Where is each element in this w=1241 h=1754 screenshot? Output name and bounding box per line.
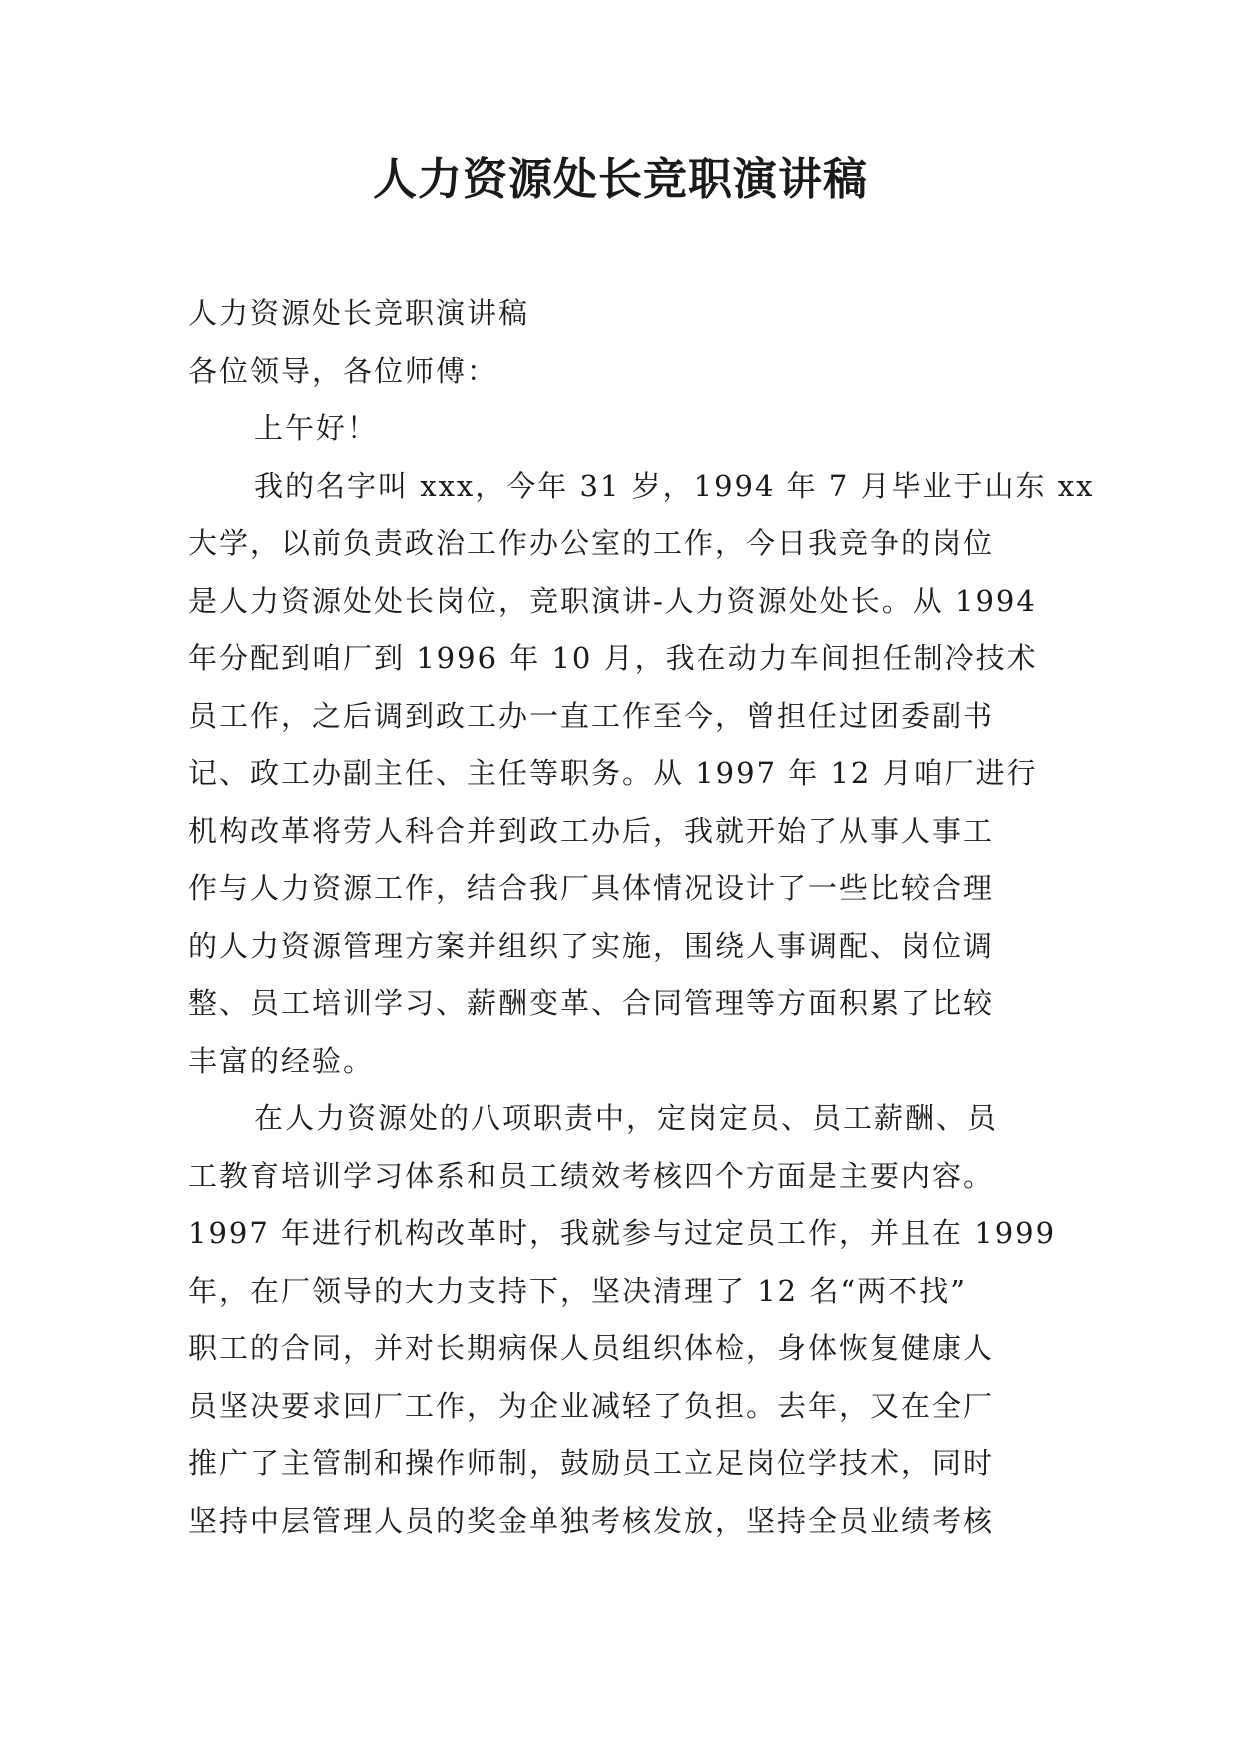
body-line: 1997 年进行机构改革时，我就参与过定员工作，并且在 1999 (188, 1216, 1057, 1250)
body-line: 丰富的经验。 (188, 1043, 375, 1078)
body-line: 坚持中层管理人员的奖金单独考核发放，坚持全员业绩考核 (188, 1503, 995, 1538)
body-line: 员工作，之后调到政工办一直工作至今，曾担任过团委副书 (188, 698, 995, 733)
body-line: 机构改革将劳人科合并到政工办后，我就开始了从事人事工 (188, 813, 995, 848)
body-line-greeting: 上午好！ (254, 411, 379, 445)
body-line: 年，在厂领导的大力支持下，坚决清理了 12 名“两不找” (188, 1273, 967, 1308)
body-line-salutation: 各位领导，各位师傅： (188, 353, 499, 388)
body-line: 年分配到咱厂到 1996 年 10 月，我在动力车间担任制冷技术 (188, 641, 1038, 675)
body-line: 推广了主管制和操作师制，鼓励员工立足岗位学技术，同时 (188, 1446, 995, 1480)
body-line: 大学，以前负责政治工作办公室的工作，今日我竞争的岗位 (188, 526, 995, 560)
body-line: 职工的合同，并对长期病保人员组织体检，身体恢复健康人 (188, 1331, 995, 1365)
body-line: 的人力资源管理方案并组织了实施，围绕人事调配、岗位调 (188, 928, 995, 963)
body-line: 在人力资源处的八项职责中，定岗定员、员工薪酬、员 (254, 1101, 999, 1135)
document-body (188, 285, 1095, 1550)
body-line: 员坚决要求回厂工作，为企业减轻了负担。去年，又在全厂 (188, 1388, 995, 1423)
document-title: 人力资源处长竞职演讲稿 (373, 154, 868, 205)
body-line: 作与人力资源工作，结合我厂具体情况设计了一些比较合理 (188, 871, 995, 905)
body-line: 整、员工培训学习、薪酬变革、合同管理等方面积累了比较 (188, 986, 995, 1020)
body-line: 工教育培训学习体系和员工绩效考核四个方面是主要内容。 (188, 1158, 995, 1193)
body-line: 记、政工办副主任、主任等职务。从 1997 年 12 月咱厂进行 (188, 756, 1038, 790)
body-line-subtitle: 人力资源处长竞职演讲稿 (188, 296, 530, 330)
body-line: 是人力资源处处长岗位，竞职演讲-人力资源处处长。从 1994 (188, 583, 1037, 618)
body-line: 我的名字叫 xxx，今年 31 岁，1994 年 7 月毕业于山东 xx (254, 468, 1095, 503)
